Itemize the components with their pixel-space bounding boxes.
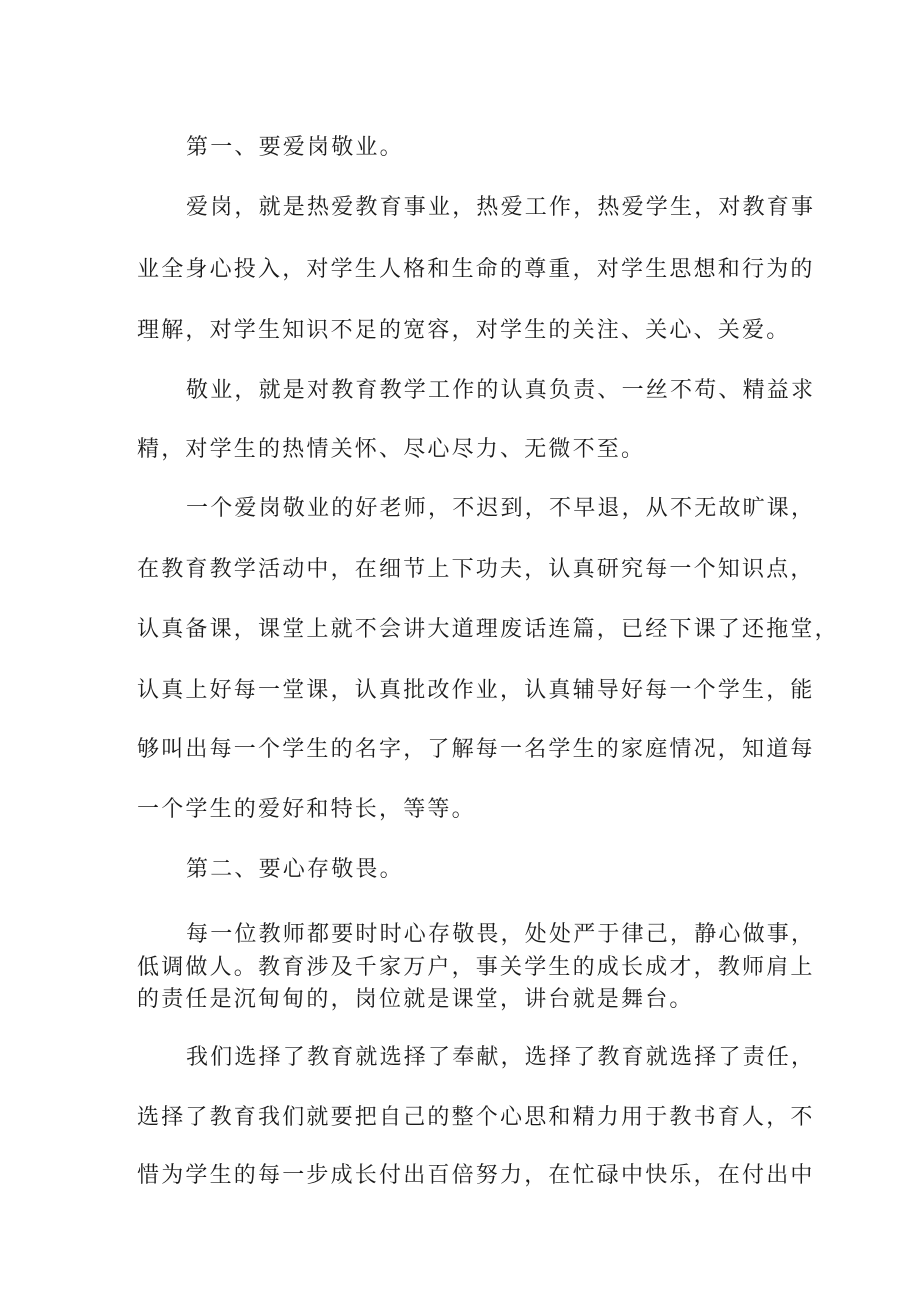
- paragraph-line: 每一位教师都要时时心存敬畏，处处严于律己，静心做事，: [186, 922, 816, 947]
- paragraph-line: 业全身心投入，对学生人格和生命的尊重，对学生思想和行为的: [137, 257, 815, 282]
- paragraph-line: 敬业，就是对教育教学工作的认真负责、一丝不苟、精益求: [186, 378, 816, 403]
- paragraph-line: 爱岗，就是热爱教育事业，热爱工作，热爱学生，对教育事: [186, 195, 816, 220]
- paragraph-line: 我们选择了教育就选择了奉献，选择了教育就选择了责任，: [186, 1045, 816, 1070]
- paragraph-line: 一个爱岗敬业的好老师，不迟到，不早退，从不无故旷课，: [186, 496, 816, 521]
- paragraph-line: 认真备课，课堂上就不会讲大道理废话连篇，已经下课了还拖堂，: [137, 617, 839, 642]
- heading-first-love-job: 第一、要爱岗敬业。: [186, 135, 404, 160]
- heading-second-reverence: 第二、要心存敬畏。: [186, 857, 404, 882]
- paragraph-line: 在教育教学活动中，在细节上下功夫，认真研究每一个知识点，: [137, 557, 815, 582]
- paragraph-line: 够叫出每一个学生的名字，了解每一名学生的家庭情况，知道每: [137, 737, 815, 762]
- paragraph-line: 惜为学生的每一步成长付出百倍努力，在忙碌中快乐，在付出中: [137, 1163, 815, 1188]
- paragraph-line: 一个学生的爱好和特长，等等。: [137, 797, 476, 822]
- paragraph-line: 选择了教育我们就要把自己的整个心思和精力用于教书育人，不: [137, 1105, 815, 1130]
- paragraph-line: 理解，对学生知识不足的宽容，对学生的关注、关心、关爱。: [137, 318, 791, 343]
- paragraph-line: 精，对学生的热情关怀、尽心尽力、无微不至。: [137, 437, 646, 462]
- paragraph-line: 低调做人。教育涉及千家万户，事关学生的成长成才，教师肩上: [137, 955, 815, 980]
- paragraph-line: 认真上好每一堂课，认真批改作业，认真辅导好每一个学生，能: [137, 678, 815, 703]
- paragraph-line: 的责任是沉甸甸的，岗位就是课堂，讲台就是舞台。: [137, 987, 694, 1012]
